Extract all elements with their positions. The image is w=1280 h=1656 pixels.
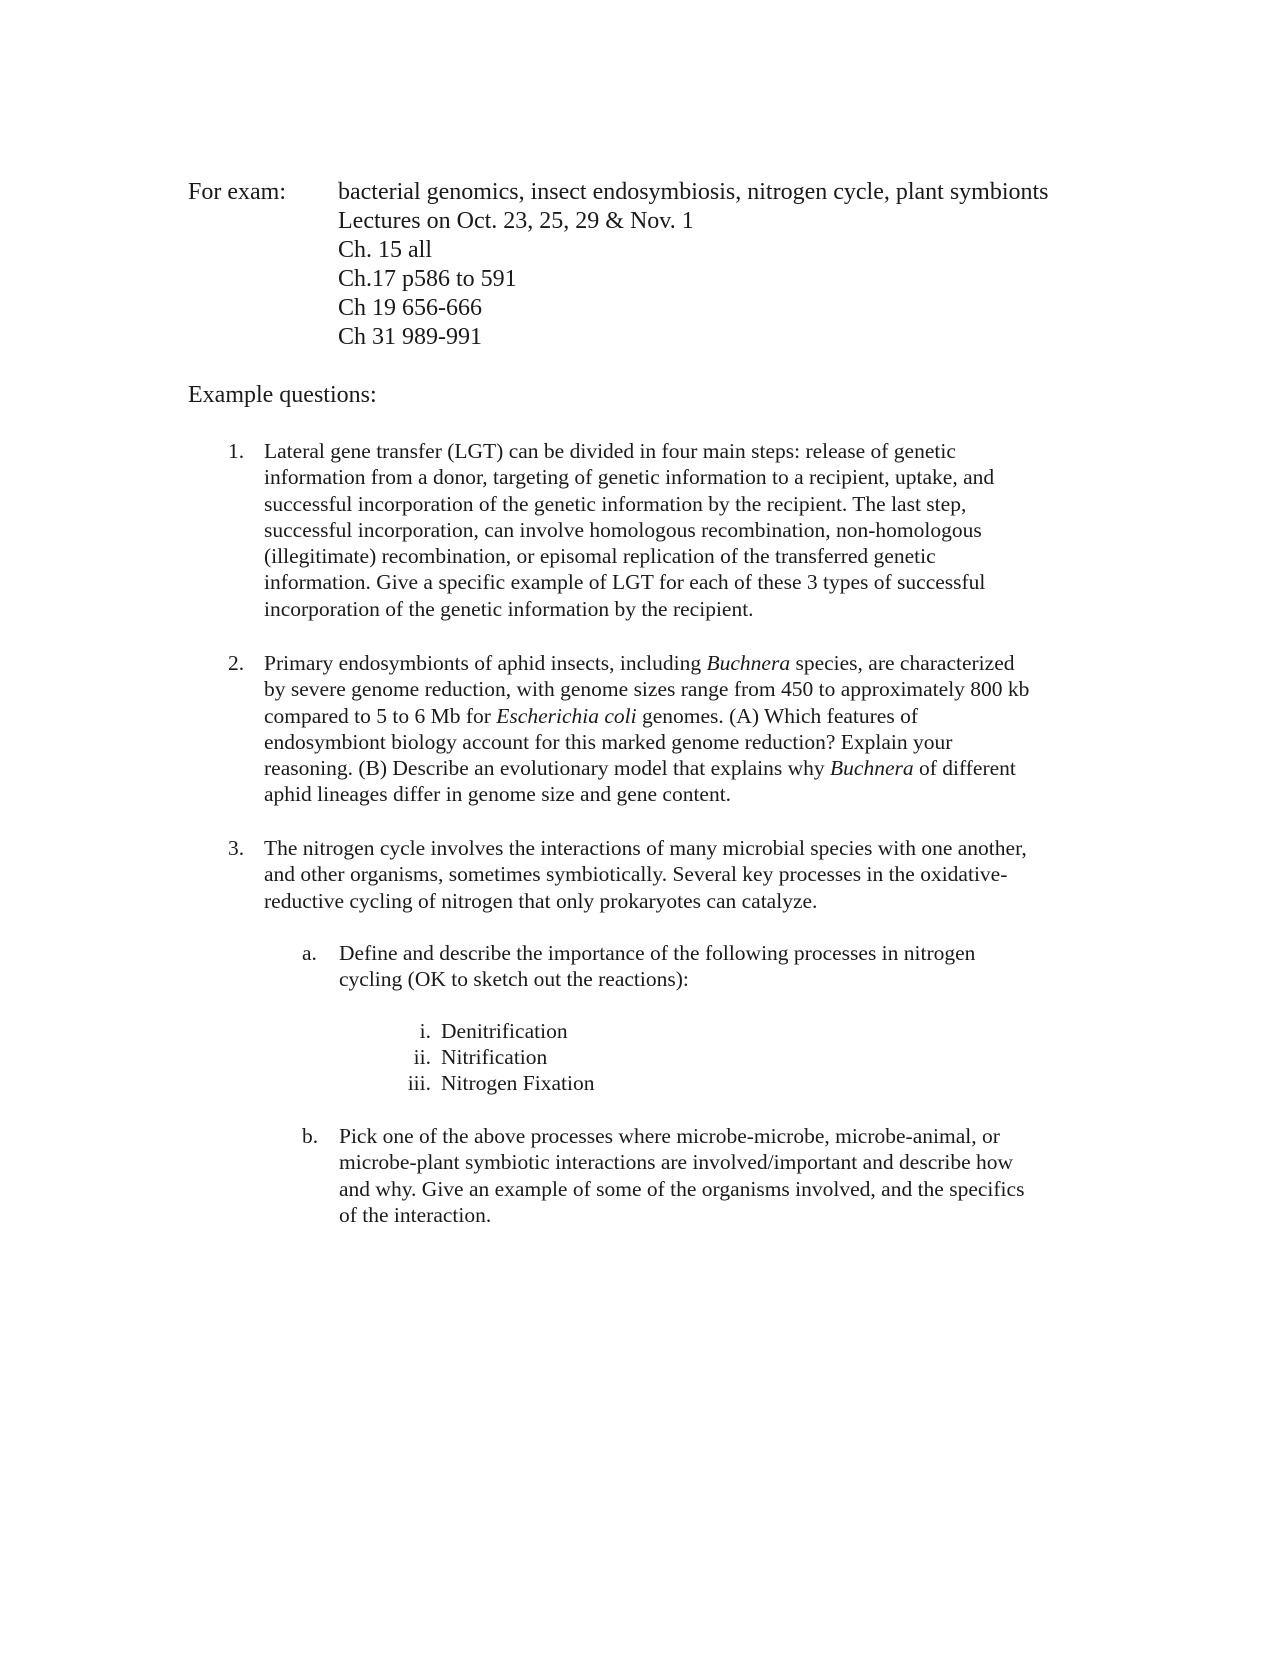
part-label: b.: [302, 1124, 319, 1148]
exam-label: For exam:: [188, 179, 286, 205]
item-number: ii.: [413, 1045, 431, 1069]
italic-term: Escherichia coli: [496, 703, 637, 728]
question-line: successful incorporation of the genetic information by the recipient. The last step,: [264, 491, 967, 516]
question-line: successful incorporation, can involve homologous recombination, non-homologous: [264, 517, 982, 542]
question-line: reductive cycling of nitrogen that only prokaryotes can catalyze.: [264, 888, 818, 913]
question-line: by severe genome reduction, with genome sizes range from 450 to approximately 800 kb: [264, 677, 1030, 702]
part-line: and why. Give an example of some of the organisms involved, and the specifics: [339, 1176, 1025, 1201]
question-line: information. Give a specific example of LGT for each of these 3 types of successful: [264, 570, 986, 595]
exam-topic-line: bacterial genomics, insect endosymbiosis, nitrogen cycle, plant symbionts: [338, 179, 1049, 205]
exam-topic-line: Ch 31 989-991: [338, 324, 482, 350]
question-text: [264, 438, 1094, 622]
question-line: aphid lineages differ in genome size and gene content.: [264, 782, 732, 807]
exam-topic-line: Ch. 15 all: [338, 237, 432, 263]
part-line: Pick one of the above processes where microbe-microbe, microbe-animal, or: [339, 1124, 1000, 1148]
process-item: [393, 1018, 568, 1044]
question-number: 2.: [228, 651, 245, 675]
question-text: [264, 835, 1094, 914]
part-text: [339, 940, 1099, 993]
question-line: (illegitimate) recombination, or episomal replication of the transferred genetic: [264, 544, 936, 569]
exam-topic-line: Lectures on Oct. 23, 25, 29 & Nov. 1: [338, 208, 694, 234]
question-line: information from a donor, targeting of genetic information to a recipient, uptake, and: [264, 465, 995, 490]
process-item: [393, 1070, 594, 1096]
part-label: a.: [302, 941, 317, 965]
italic-term: Buchnera: [830, 756, 914, 781]
part-line: microbe-plant symbiotic interactions are involved/important and describe how: [339, 1150, 1014, 1175]
question-number: 1.: [228, 439, 245, 463]
item-number: iii.: [407, 1071, 431, 1095]
part-line: of the interaction.: [339, 1202, 492, 1227]
exam-topic-line: Ch.17 p586 to 591: [338, 266, 517, 292]
example-questions-heading: Example questions:: [188, 382, 377, 408]
item-number: i.: [419, 1019, 431, 1043]
item-text: Denitrification: [441, 1019, 568, 1043]
question-line: incorporation of the genetic information by the recipient.: [264, 596, 754, 621]
question-line: endosymbiont biology account for this marked genome reduction? Explain your: [264, 729, 953, 754]
question-line: reasoning. (B) Describe an evolutionary model that explains why Buchnera of different: [264, 756, 1016, 781]
italic-term: Buchnera: [706, 651, 791, 675]
question-line: The nitrogen cycle involves the interactions of many microbial species with one another,: [264, 836, 1027, 860]
process-item: [393, 1044, 547, 1070]
question-line: Primary endosymbionts of aphid insects, including Buchnera species, are characterized: [264, 651, 1015, 675]
question-line: and other organisms, sometimes symbiotically. Several key processes in the oxidative-: [264, 862, 1008, 887]
question-text: [264, 650, 1094, 808]
item-text: Nitrification: [441, 1045, 548, 1069]
part-text: [339, 1123, 1099, 1228]
part-line: Define and describe the importance of the following processes in nitrogen: [339, 941, 976, 965]
question-number: 3.: [228, 836, 245, 860]
question-line: Lateral gene transfer (LGT) can be divided in four main steps: release of genetic: [264, 439, 956, 463]
question-line: compared to 5 to 6 Mb for Escherichia coli genomes. (A) Which features of: [264, 703, 918, 728]
part-line: cycling (OK to sketch out the reactions):: [339, 967, 689, 992]
exam-topic-list: [338, 178, 1098, 352]
exam-topic-line: Ch 19 656-666: [338, 295, 482, 321]
item-text: Nitrogen Fixation: [441, 1071, 595, 1095]
